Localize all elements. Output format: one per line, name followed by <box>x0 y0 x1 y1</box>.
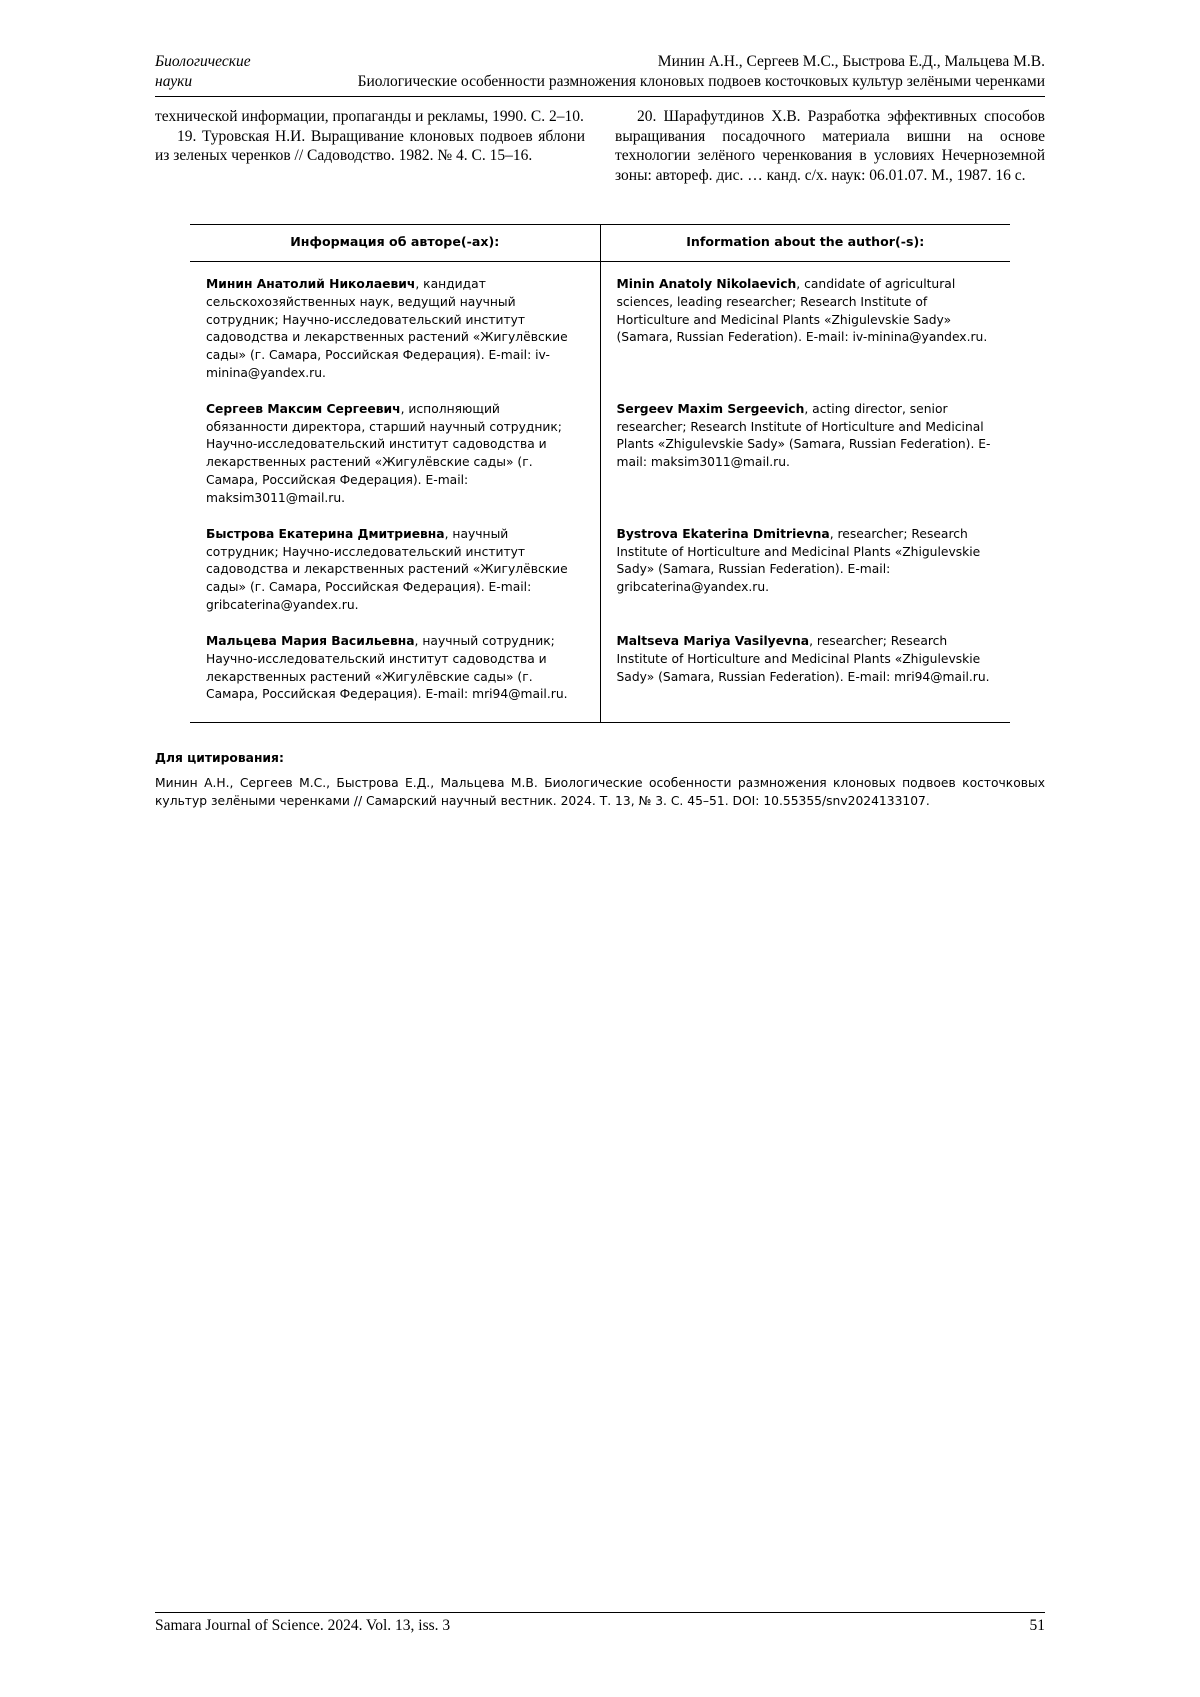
references-column-left <box>155 107 585 186</box>
author-details-ru: , научный сотрудник; Научно-исследовательский институт садоводства и лекарственных растений «Жигулёвские сады» (г. Самара, Российская Федерация). E-mail: gribcaterina@yandex.ru. <box>206 526 568 613</box>
running-head-section-line2: науки <box>155 73 193 91</box>
author-bio-ru <box>206 276 584 383</box>
references-column-right <box>615 107 1045 186</box>
table-row <box>190 261 1010 386</box>
author-details-en: , researcher; Research Institute of Horticulture and Medicinal Plants «Zhigulevskie Sady» (Samara, Russian Federation). E-mail: mri94@mail.ru. <box>616 633 990 684</box>
author-cell-ru <box>190 261 600 386</box>
authors-table-header-ru: Информация об авторе(-ах): <box>190 224 600 261</box>
author-name-ru: Быстрова Екатерина Дмитриевна <box>206 526 445 541</box>
author-bio-ru <box>206 526 584 615</box>
table-row <box>190 512 1010 619</box>
running-head-bottom-row <box>155 72 1045 92</box>
author-cell-en <box>600 261 1010 386</box>
author-details-ru: , научный сотрудник; Научно-исследовательский институт садоводства и лекарственных растений «Жигулёвские сады» (г. Самара, Российская Федерация). E-mail: mri94@mail.ru. <box>206 633 568 702</box>
references-columns <box>155 107 1045 186</box>
author-cell-en <box>600 512 1010 619</box>
reference-item: технической информации, пропаганды и рекламы, 1990. С. 2–10. <box>155 107 584 125</box>
authors-table-header-en: Information about the author(-s): <box>600 224 1010 261</box>
running-head-section-line1: Биологические <box>155 53 251 70</box>
author-details-en: , researcher; Research Institute of Horticulture and Medicinal Plants «Zhigulevskie Sady» (Samara, Russian Federation). E-mail: gribcaterina@yandex.ru. <box>616 526 981 595</box>
citation-block <box>155 749 1045 810</box>
authors-table-header-row <box>190 224 1010 261</box>
author-cell-ru <box>190 387 600 512</box>
footer-rule <box>155 1612 1045 1613</box>
author-name-ru: Минин Анатолий Николаевич <box>206 276 416 291</box>
author-bio-en <box>617 276 995 347</box>
page-footer <box>155 1612 1045 1635</box>
author-details-en: , candidate of agricultural sciences, leading researcher; Research Institute of Horticulture and Medicinal Plants «Zhigulevskie Sady» (Samara, Russian Federation). E-mail: iv-minina@yandex.ru. <box>616 276 988 345</box>
table-row <box>190 387 1010 512</box>
author-details-ru: , кандидат сельскохозяйственных наук, ведущий научный сотрудник; Научно-исследовательский институт садоводства и лекарственных растений «Жигулёвские сады» (г. Самара, Российская Федерация). E-mail: iv-minina@yandex.ru. <box>206 276 568 380</box>
author-name-en: Bystrova Ekaterina Dmitrievna <box>616 526 830 541</box>
reference-item: 19. Туровская Н.И. Выращивание клоновых подвоев яблони из зеленых черенков // Садоводство. 1982. № 4. С. 15–16. <box>155 127 585 165</box>
author-cell-ru <box>190 512 600 619</box>
author-name-ru: Мальцева Мария Васильевна <box>206 633 415 648</box>
author-bio-en <box>617 633 995 686</box>
running-head-rule <box>155 96 1045 97</box>
footer-page-number: 51 <box>1029 1617 1045 1634</box>
table-row <box>190 619 1010 723</box>
reference-item: 20. Шарафутдинов Х.В. Разработка эффективных способов выращивания посадочного материала вишни на основе технологии зелёного черенкования в условиях Нечерноземной зоны: автореф. дис. … канд. с/х. наук: 06.01.07. М., 1987. 16 с. <box>615 107 1045 184</box>
author-details-en: , acting director, senior researcher; Research Institute of Horticulture and Medicinal Plants «Zhigulevskie Sady» (Samara, Russian Federation). E-mail: maksim3011@mail.ru. <box>616 401 991 470</box>
author-bio-ru <box>206 633 584 704</box>
author-cell-en <box>600 619 1010 723</box>
author-bio-ru <box>206 401 584 508</box>
running-head-authors: Минин А.Н., Сергеев М.С., Быстрова Е.Д., Мальцева М.В. <box>657 53 1045 70</box>
author-bio-en <box>617 401 995 472</box>
citation-title: Для цитирования: <box>155 751 284 766</box>
author-name-en: Sergeev Maxim Sergeevich <box>616 401 805 416</box>
author-details-ru: , исполняющий обязанности директора, старший научный сотрудник; Научно-исследовательский институт садоводства и лекарственных растений «Жигулёвские сады» (г. Самара, Российская Федерация). E-mail: maksim3011@mail.ru. <box>206 401 562 505</box>
citation-text: Минин А.Н., Сергеев М.С., Быстрова Е.Д., Мальцева М.В. Биологические особенности размножения клоновых подвоев косточковых культур зелёными черенками // Самарский научный вестник. 2024. Т. 13, № 3. С. 45–51. DOI: 10.55355/snv2024133107. <box>155 775 1045 809</box>
running-head <box>155 52 1045 97</box>
author-name-en: Maltseva Mariya Vasilyevna <box>616 633 810 648</box>
author-cell-ru <box>190 619 600 723</box>
footer-journal-name: Samara Journal of Science. 2024. Vol. 13, iss. 3 <box>155 1617 451 1634</box>
author-cell-en <box>600 387 1010 512</box>
running-head-top-row <box>155 52 1045 72</box>
authors-info-table <box>190 224 1010 724</box>
author-bio-en <box>617 526 995 597</box>
author-name-en: Minin Anatoly Nikolaevich <box>616 276 797 291</box>
author-name-ru: Сергеев Максим Сергеевич <box>206 401 401 416</box>
footer-row <box>155 1617 1045 1635</box>
running-head-article-title: Биологические особенности размножения клоновых подвоев косточковых культур зелёными черенками <box>357 73 1045 91</box>
